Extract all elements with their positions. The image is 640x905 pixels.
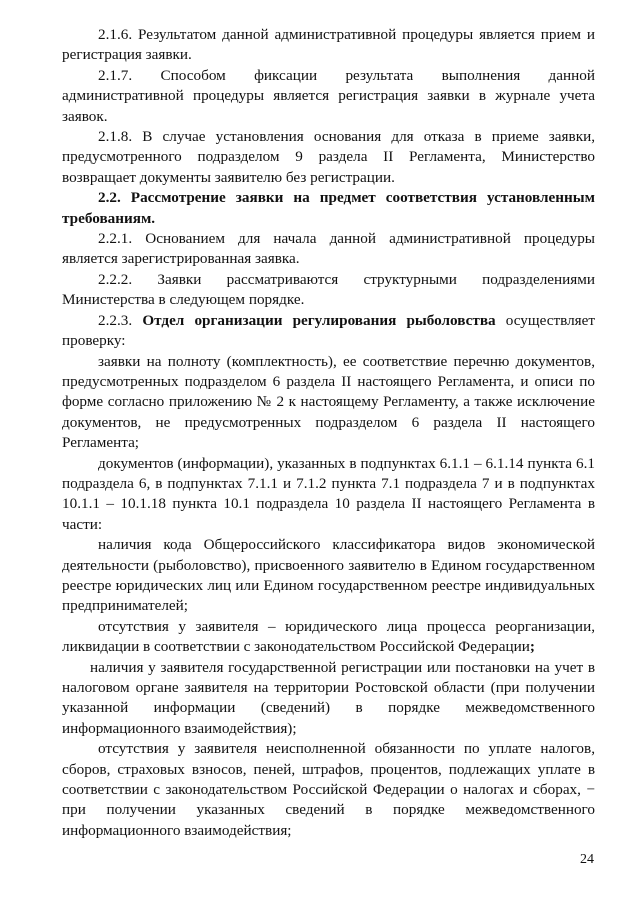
paragraph-reorganization-semicolon: ;: [529, 638, 535, 656]
paragraph-2-1-6: 2.1.6. Результатом данной административной процедуры является прием и регистрация заявки.: [62, 26, 595, 64]
paragraph-completeness-check: заявки на полноту (комплектность), ее соответствие перечню документов, предусмотренных подразделом 6 раздела II настоящего Регламента, и описи по форме согласно приложению № 2 к настоящему Регламенту, а также исключение документов, не предусмотренных подразделом 6 раздела II настоящего Регламента;: [62, 352, 595, 452]
paragraph-tax-registration: наличия у заявителя государственной регистрации или постановки на учет в налоговом органе заявителя на территории Ростовской области (при получении указанной информации (сведений) в порядке межведомственного информационного взаимодействия);: [62, 658, 595, 737]
page-number: 24: [580, 852, 594, 867]
paragraph-2-2-3-number: 2.2.3.: [98, 311, 133, 329]
paragraph-reorganization: [62, 617, 595, 658]
paragraph-okved-code: наличия кода Общероссийского классификатора видов экономической деятельности (рыболовство), присвоенного заявителю в Едином государственном реестре юридических лиц или Едином государственном реестре индивидуальных предпринимателей;: [62, 536, 595, 615]
paragraph-2-2-3: [62, 311, 595, 352]
department-name: Отдел организации регулирования рыболовства: [142, 311, 496, 329]
paragraph-tax-debt: отсутствия у заявителя неисполненной обязанности по уплате налогов, сборов, страховых взносов, пеней, штрафов, процентов, подлежащих уплате в соответствии с законодательством Российской Федерации о налогах и сборах, − при получении указанных сведений в порядке межведомственного информационного взаимодействия;: [62, 740, 595, 839]
document-body: [62, 25, 595, 841]
paragraph-2-1-7: 2.1.7. Способом фиксации результата выполнения данной административной процедуры является регистрация заявки в журнале учета заявок.: [62, 66, 595, 125]
paragraph-reorganization-text: отсутствия у заявителя – юридического лица процесса реорганизации, ликвидации в соответствии с законодательством Российской Федерации: [62, 617, 595, 656]
paragraph-2-2-1: 2.2.1. Основанием для начала данной административной процедуры является зарегистрированная заявка.: [62, 230, 595, 268]
paragraph-documents-check: документов (информации), указанных в подпунктах 6.1.1 – 6.1.14 пункта 6.1 подраздела 6, в подпунктах 7.1.1 и 7.1.2 пункта 7.1 подраздела 7 и в подпунктах 10.1.1 – 10.1.18 пункта 10.1 подраздела 10 раздела II настоящего Регламента в части:: [62, 454, 595, 533]
paragraph-2-2-3-text: осуществляет проверку:: [62, 311, 596, 350]
paragraph-2-2-2: 2.2.2. Заявки рассматриваются структурными подразделениями Министерства в следующем порядке.: [62, 270, 595, 309]
section-heading-2-2: 2.2. Рассмотрение заявки на предмет соответствия установленным требованиям.: [62, 189, 595, 227]
paragraph-2-1-8: 2.1.8. В случае установления основания для отказа в приеме заявки, предусмотренного подразделом 9 раздела II Регламента, Министерство возвращает документы заявителю без регистрации.: [62, 128, 595, 186]
